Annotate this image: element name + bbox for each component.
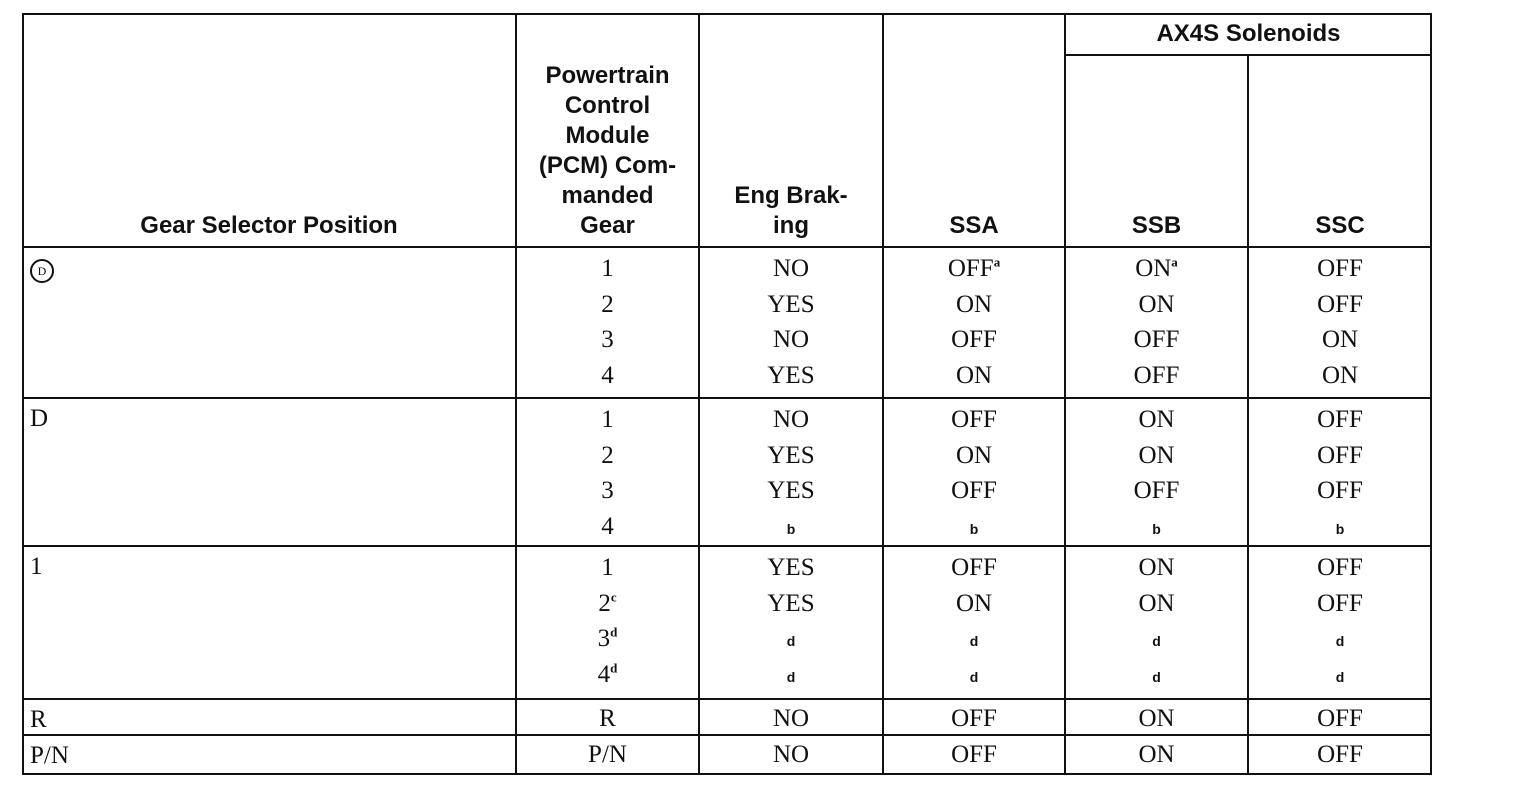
table-cell-ssc — [1248, 657, 1432, 692]
table-cell-gear — [516, 621, 699, 656]
table-cell-ssa — [883, 737, 1065, 772]
table-cell-ssb — [1065, 438, 1248, 473]
cell-value: 2 — [601, 441, 614, 469]
header-pcm-line: Module — [565, 122, 650, 149]
cell-value: OFF — [1317, 589, 1363, 617]
table-cell-ssc — [1248, 509, 1432, 544]
cell-value: OFF — [947, 255, 994, 282]
cell-value: OFF — [1133, 477, 1180, 504]
cell-value: 1 — [601, 406, 614, 433]
footnote-marker: d — [1152, 668, 1161, 685]
cell-value: NO — [772, 326, 810, 353]
cell-value: OFF — [1317, 741, 1363, 768]
table-cell-ssc — [1248, 621, 1432, 656]
cell-value: OFF — [1317, 554, 1363, 581]
header-ssc: SSC — [1315, 212, 1365, 239]
cell-value: NO — [772, 255, 810, 282]
table-cell-ssa — [883, 473, 1065, 508]
table-cell-gear — [516, 737, 699, 772]
table-cell-ssb — [1065, 473, 1248, 508]
footnote-marker: d — [969, 633, 979, 649]
table-cell-ssa — [883, 251, 1065, 286]
table-cell-eng — [699, 287, 883, 322]
table-cell-ssa — [883, 322, 1065, 357]
cell-value: OFF — [951, 741, 997, 768]
cell-value: 4 — [597, 660, 611, 688]
footnote-marker: b — [969, 520, 979, 537]
cell-value: YES — [767, 589, 815, 617]
table-cell-ssc — [1248, 438, 1432, 473]
cell-value: OFF — [951, 705, 997, 732]
cell-value: YES — [767, 361, 815, 389]
cell-value: NO — [772, 406, 810, 433]
table-cell-ssb — [1065, 322, 1248, 357]
header-eng-braking-line: Eng Brak- — [734, 182, 848, 209]
cell-value: YES — [767, 554, 815, 581]
table-cell-eng — [699, 657, 883, 692]
table-cell-ssc — [1248, 586, 1432, 621]
cell-value: 2 — [598, 589, 611, 617]
cell-value: 1 — [601, 255, 614, 282]
table-cell-eng — [699, 550, 883, 585]
footnote-marker: d — [786, 633, 796, 649]
table-cell-ssa — [883, 586, 1065, 621]
cell-value: 2 — [601, 290, 614, 318]
header-pcm-commanded-gear — [516, 61, 699, 241]
table-cell-gear — [516, 509, 699, 544]
gear-selector-position: 1 — [30, 553, 43, 580]
footnote-marker: a — [1171, 254, 1178, 270]
cell-value: OFF — [951, 326, 997, 353]
table-cell-ssc — [1248, 701, 1432, 736]
table-cell-ssa — [883, 358, 1065, 393]
table-cell-ssb — [1065, 701, 1248, 736]
cell-value: 3 — [601, 477, 614, 504]
table-cell-gear — [516, 287, 699, 322]
gear-selector-position: D — [30, 405, 49, 432]
table-cell-gear — [516, 550, 699, 585]
cell-value: 4 — [601, 512, 614, 540]
cell-value: ON — [1138, 554, 1175, 581]
cell-value: ON — [1138, 589, 1175, 617]
cell-value: OFF — [1317, 406, 1363, 433]
cell-value: ON — [1138, 290, 1175, 318]
cell-value: 3 — [597, 625, 611, 652]
footnote-marker: b — [1152, 520, 1161, 537]
footnote-marker: d — [969, 668, 979, 685]
table-cell-eng — [699, 509, 883, 544]
cell-value: ON — [1135, 255, 1172, 282]
header-pcm-line: manded — [561, 182, 654, 209]
cell-value: OFF — [951, 554, 997, 581]
table-cell-ssc — [1248, 287, 1432, 322]
cell-value: NO — [772, 741, 810, 768]
cell-value: R — [599, 705, 616, 732]
cell-value: OFF — [1133, 361, 1180, 389]
cell-value: YES — [767, 477, 815, 504]
header-gear-selector-position: Gear Selector Position — [140, 212, 398, 239]
cell-value: ON — [1321, 326, 1359, 353]
table-cell-ssa — [883, 657, 1065, 692]
cell-value: ON — [955, 589, 993, 617]
cell-value: ON — [1138, 705, 1175, 732]
table-cell-ssc — [1248, 358, 1432, 393]
footnote-marker: d — [786, 668, 796, 685]
header-pcm-line: (PCM) Com- — [538, 152, 677, 179]
cell-value: ON — [955, 290, 993, 318]
header-eng-braking — [699, 181, 883, 241]
table-cell-gear — [516, 473, 699, 508]
footnote-marker: b — [1335, 520, 1345, 537]
table-cell-ssa — [883, 509, 1065, 544]
gear-selector-position — [30, 253, 54, 283]
footnote-marker: b — [786, 520, 796, 537]
header-pcm-line: Gear — [580, 212, 635, 239]
cell-value: OFF — [1317, 477, 1363, 504]
table-cell-ssa — [883, 621, 1065, 656]
table-cell-eng — [699, 737, 883, 772]
table-cell-ssb — [1065, 621, 1248, 656]
table-cell-ssc — [1248, 402, 1432, 437]
cell-value: P/N — [588, 741, 627, 768]
table-cell-gear — [516, 251, 699, 286]
table-cell-ssb — [1065, 737, 1248, 772]
table-cell-gear — [516, 657, 699, 692]
table-cell-ssb — [1065, 586, 1248, 621]
header-ssa: SSA — [949, 212, 999, 239]
footnote-marker: d — [1335, 668, 1345, 685]
table-cell-ssc — [1248, 737, 1432, 772]
table-cell-ssc — [1248, 322, 1432, 357]
gear-selector-position: R — [30, 706, 47, 733]
footnote-marker: d — [610, 660, 618, 676]
cell-value: ON — [1138, 441, 1175, 469]
table-cell-ssb — [1065, 550, 1248, 585]
cell-value: ON — [1138, 741, 1175, 768]
table-cell-ssa — [883, 701, 1065, 736]
table-cell-ssb — [1065, 657, 1248, 692]
table-cell-ssc — [1248, 473, 1432, 508]
cell-value: YES — [767, 441, 815, 469]
table-cell-ssb — [1065, 358, 1248, 393]
table-cell-ssb — [1065, 509, 1248, 544]
table-cell-gear — [516, 358, 699, 393]
table-cell-ssa — [883, 402, 1065, 437]
header-ax4s-solenoids: AX4S Solenoids — [1156, 20, 1341, 47]
header-pcm-line: Control — [564, 92, 651, 119]
table-cell-ssb — [1065, 402, 1248, 437]
table-cell-gear — [516, 402, 699, 437]
table-cell-eng — [699, 586, 883, 621]
cell-value: ON — [1321, 361, 1359, 389]
header-ssb: SSB — [1131, 212, 1182, 239]
table-cell-ssa — [883, 438, 1065, 473]
gear-selector-position: P/N — [30, 742, 69, 769]
solenoid-table — [22, 13, 1432, 775]
table-cell-gear — [516, 438, 699, 473]
cell-value: 4 — [601, 361, 614, 389]
table-cell-eng — [699, 438, 883, 473]
footnote-marker: d — [1152, 633, 1161, 649]
cell-value: OFF — [1317, 441, 1363, 469]
footnote-marker: d — [1335, 633, 1345, 649]
table-cell-eng — [699, 402, 883, 437]
cell-value: OFF — [1317, 255, 1363, 282]
cell-value: 1 — [601, 554, 614, 581]
table-cell-eng — [699, 251, 883, 286]
table-cell-eng — [699, 621, 883, 656]
table-cell-ssb — [1065, 287, 1248, 322]
cell-value: ON — [1138, 406, 1175, 433]
footnote-marker: c — [610, 589, 617, 605]
cell-value: OFF — [1317, 705, 1363, 732]
footnote-marker: d — [610, 624, 618, 640]
cell-value: OFF — [1133, 326, 1180, 353]
table-cell-ssc — [1248, 251, 1432, 286]
table-cell-eng — [699, 701, 883, 736]
table-cell-gear — [516, 586, 699, 621]
cell-value: ON — [955, 361, 993, 389]
table-cell-gear — [516, 701, 699, 736]
cell-value: ON — [955, 441, 993, 469]
table-cell-eng — [699, 322, 883, 357]
cell-value: 3 — [601, 326, 614, 353]
header-pcm-line: Powertrain — [545, 62, 670, 89]
table-cell-ssc — [1248, 550, 1432, 585]
circled-position: D — [30, 259, 54, 283]
cell-value: OFF — [951, 477, 997, 504]
table-cell-ssa — [883, 287, 1065, 322]
table-cell-ssa — [883, 550, 1065, 585]
table-cell-gear — [516, 322, 699, 357]
table-cell-ssb — [1065, 251, 1248, 286]
footnote-marker: a — [993, 254, 1001, 270]
cell-value: OFF — [951, 406, 997, 433]
table-cell-eng — [699, 358, 883, 393]
cell-value: NO — [772, 705, 810, 732]
header-eng-braking-line: ing — [773, 212, 809, 239]
cell-value: YES — [767, 290, 815, 318]
table-cell-eng — [699, 473, 883, 508]
cell-value: OFF — [1317, 290, 1363, 318]
